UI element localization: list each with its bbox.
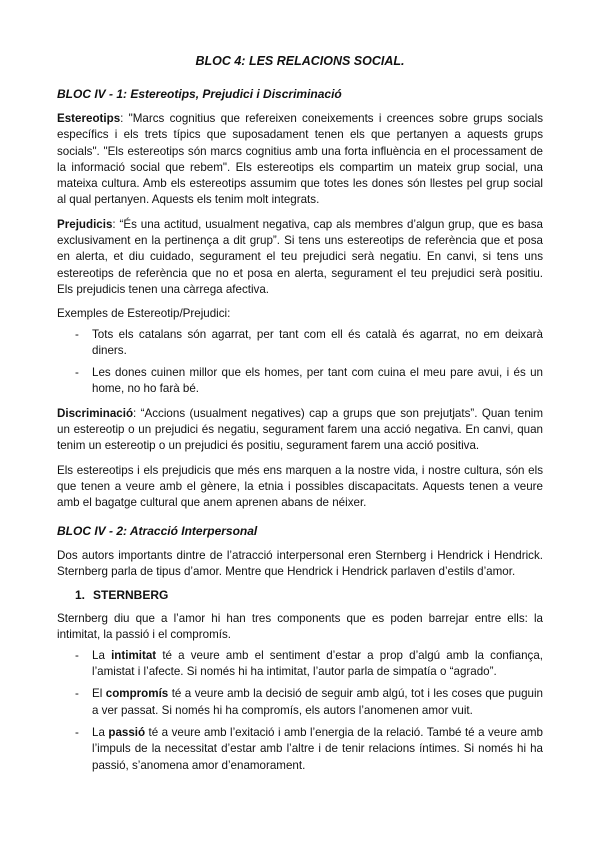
discriminacio-term: Discriminació xyxy=(57,406,134,420)
subsection-name: STERNBERG xyxy=(93,588,169,603)
estereotips-text: : "Marcs cognitius que refereixen coneixements i creences sobre grups socials específics i els trets típics que suposadament tenen els que pertanyen a aquests grups socials". "Els estereotips són marcs cognitius amb una forta influència en el processament de la informació social que rebem". Els estereotips els compartim un mateix grup social, una mateixa cultura. Amb els estereotips assumim que totes les dones són llestes pel grup social al qual pertanyen. Aquests els tenim molt integrats. xyxy=(57,112,543,207)
estereotips-term: Estereotips xyxy=(57,112,121,125)
item-prefix: El xyxy=(92,687,106,701)
item-prefix: La xyxy=(92,648,112,662)
section2-intro: Dos autors importants dintre de l’atracció interpersonal eren Sternberg i Hendrick i Hendrick. Sternberg parla de tipus d’amor. Mentre que Hendrick i Hendrick parlaven d’estils d’amor. xyxy=(57,548,543,578)
closing-paragraph: Els estereotips i els prejudicis que més ens marquen a la nostre vida, i nostre cultura, són els que tenen a veure amb el gènere, la etnia i possibles discapacitats. Aquests tenen a veure amb el bagatge cultural que anem aprenen abans de néixer. xyxy=(57,463,543,510)
item-text: té a veure amb el sentiment d’estar a prop d’algú amb la confiança, l’amistat i l’afecte. Si només hi ha intimitat, l’autor parla de simpatía o “agrado”. xyxy=(92,648,543,679)
sternberg-intro: Sternberg diu que a l’amor hi han tres components que es poden barrejar entre ells: la intimitat, la passió i el compromís. xyxy=(57,612,543,642)
list-item xyxy=(57,686,543,719)
estereotips-paragraph xyxy=(57,111,543,209)
sternberg-components-list xyxy=(57,648,543,774)
discriminacio-paragraph xyxy=(57,406,543,455)
item-term: intimitat xyxy=(111,648,157,662)
subsection-number: 1. xyxy=(75,588,86,603)
discriminacio-text: : “Accions (usualment negatives) cap a grups que son prejutjats”. Quan tenim un estereotip o un prejudici és negatiu, segurament farem una acció negativa. En canvi, quan tenim un estereotip o un prejudici és positiu, segurament farem una acció positiva. xyxy=(57,406,543,453)
item-term: compromís xyxy=(105,687,169,701)
item-prefix: La xyxy=(92,725,109,739)
list-item xyxy=(57,725,543,774)
document-title: BLOC 4: LES RELACIONS SOCIAL. xyxy=(195,54,405,68)
item-text: té a veure amb la decisió de seguir amb algú, tot i les coses que puguin a ver passat. Si només hi ha compromís, els autors l’anomenen amor vuit. xyxy=(92,687,543,717)
list-item: - Tots els catalans són agarrat, per tant com ell és català és agarrat, no em deixarà diners. xyxy=(57,327,543,360)
document-page xyxy=(57,54,543,782)
list-item: - Les dones cuinen millor que els homes, per tant com cuina el meu pare avui, i és un home, no ho farà bé. xyxy=(57,365,543,398)
item-term: passió xyxy=(108,725,146,739)
section2-heading: BLOC IV - 2: Atracció Interpersonal xyxy=(57,523,258,538)
subsection-title xyxy=(75,588,543,602)
section1-heading: BLOC IV - 1: Estereotips, Prejudici i Discriminació xyxy=(57,87,342,101)
item-text: té a veure amb l’exitació i amb l’energia de la relació. També té a veure amb l’impuls de la necessitat d’estar amb l’altre i de tenir relacions íntimes. Si només hi ha passió, s’anomena amor d’enamorament. xyxy=(92,725,543,772)
prejudicis-paragraph xyxy=(57,217,543,298)
prejudicis-term: Prejudicis xyxy=(57,217,113,231)
list-item xyxy=(57,648,543,681)
examples-list xyxy=(57,327,543,398)
examples-label: Exemples de Estereotip/Prejudici: xyxy=(57,307,231,321)
prejudicis-text: : “És una actitud, usualment negativa, cap als membres d’algun grup, que es basa exclusivament en la pertinença a dit grup”. Si tens uns estereotips de referència que et posa en alerta, et diu cuidado, segurament el teu prejudici serà negatiu. En canvi, si tens uns estereotips de referència que no et posa en alerta, segurament el teu prejudici serà positiu. Els prejudicis tenen una càrrega afectiva. xyxy=(57,217,543,296)
